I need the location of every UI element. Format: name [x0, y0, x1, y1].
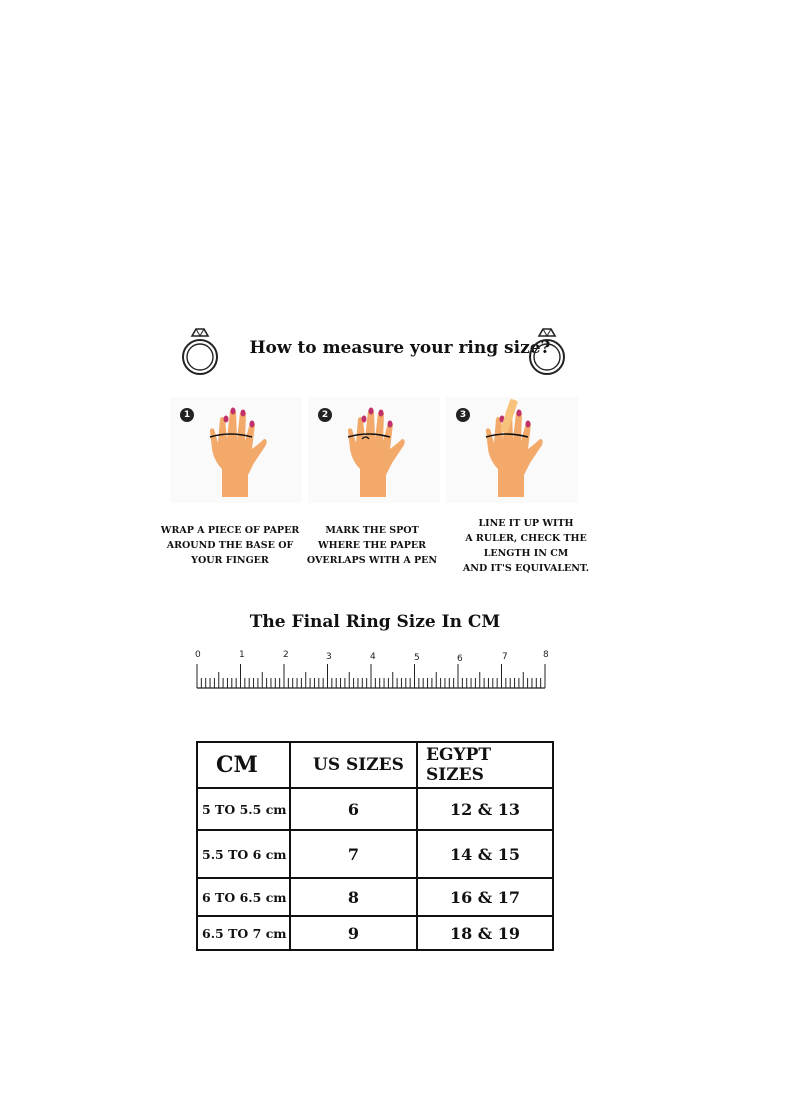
- ruler: [190, 648, 560, 690]
- ruler-label: 2: [283, 650, 289, 660]
- cell-egypt: 16 & 17: [417, 878, 553, 916]
- step-1-caption: WRAP A PIECE OF PAPER AROUND THE BASE OF YOUR FINGER: [160, 525, 300, 566]
- size-table: [196, 741, 554, 951]
- step-1-number: 1: [180, 408, 194, 422]
- step-1-panel: [170, 397, 302, 503]
- hand-step-3-icon: [476, 399, 556, 503]
- cell-us: 9: [290, 916, 417, 950]
- cell-us: 8: [290, 878, 417, 916]
- ruler-title: The Final Ring Size In CM: [249, 612, 501, 632]
- header-egypt-sizes: EGYPT SIZES: [417, 742, 553, 788]
- step-2-panel: [308, 397, 440, 503]
- ring-icon-right: [525, 326, 569, 380]
- cell-cm: 5 TO 5.5 cm: [197, 788, 290, 830]
- page-title: How to measure your ring size?: [249, 338, 551, 358]
- cell-us: 6: [290, 788, 417, 830]
- step-3-panel: [446, 397, 578, 503]
- ruler-label: 5: [414, 653, 420, 663]
- hand-step-1-icon: [200, 399, 280, 503]
- ruler-ticks: [190, 662, 560, 690]
- cell-cm: 5.5 TO 6 cm: [197, 830, 290, 878]
- table-row: [197, 830, 553, 878]
- ruler-label: 0: [195, 650, 201, 660]
- cell-us: 7: [290, 830, 417, 878]
- ruler-label: 7: [502, 652, 508, 662]
- table-row: [197, 916, 553, 950]
- step-2-number: 2: [318, 408, 332, 422]
- cell-egypt: 12 & 13: [417, 788, 553, 830]
- step-3-number: 3: [456, 408, 470, 422]
- ruler-label: 8: [543, 650, 549, 660]
- ruler-label: 1: [239, 650, 245, 660]
- ruler-label: 6: [457, 654, 463, 664]
- cell-egypt: 14 & 15: [417, 830, 553, 878]
- cell-egypt: 18 & 19: [417, 916, 553, 950]
- table-row: [197, 788, 553, 830]
- step-3-caption: LINE IT UP WITH A RULER, CHECK THE LENGTH IN CM AND IT'S EQUIVALENT.: [462, 518, 590, 574]
- ruler-label: 3: [326, 652, 332, 662]
- cell-cm: 6 TO 6.5 cm: [197, 878, 290, 916]
- header-cm: CM: [197, 742, 290, 788]
- step-2-caption: MARK THE SPOT WHERE THE PAPER OVERLAPS WITH A PEN: [306, 525, 438, 566]
- table-row: [197, 878, 553, 916]
- hand-step-2-icon: [338, 399, 418, 503]
- cell-cm: 6.5 TO 7 cm: [197, 916, 290, 950]
- table-header-row: [197, 742, 553, 788]
- ruler-label: 4: [370, 652, 376, 662]
- header-us-sizes: US SIZES: [290, 742, 417, 788]
